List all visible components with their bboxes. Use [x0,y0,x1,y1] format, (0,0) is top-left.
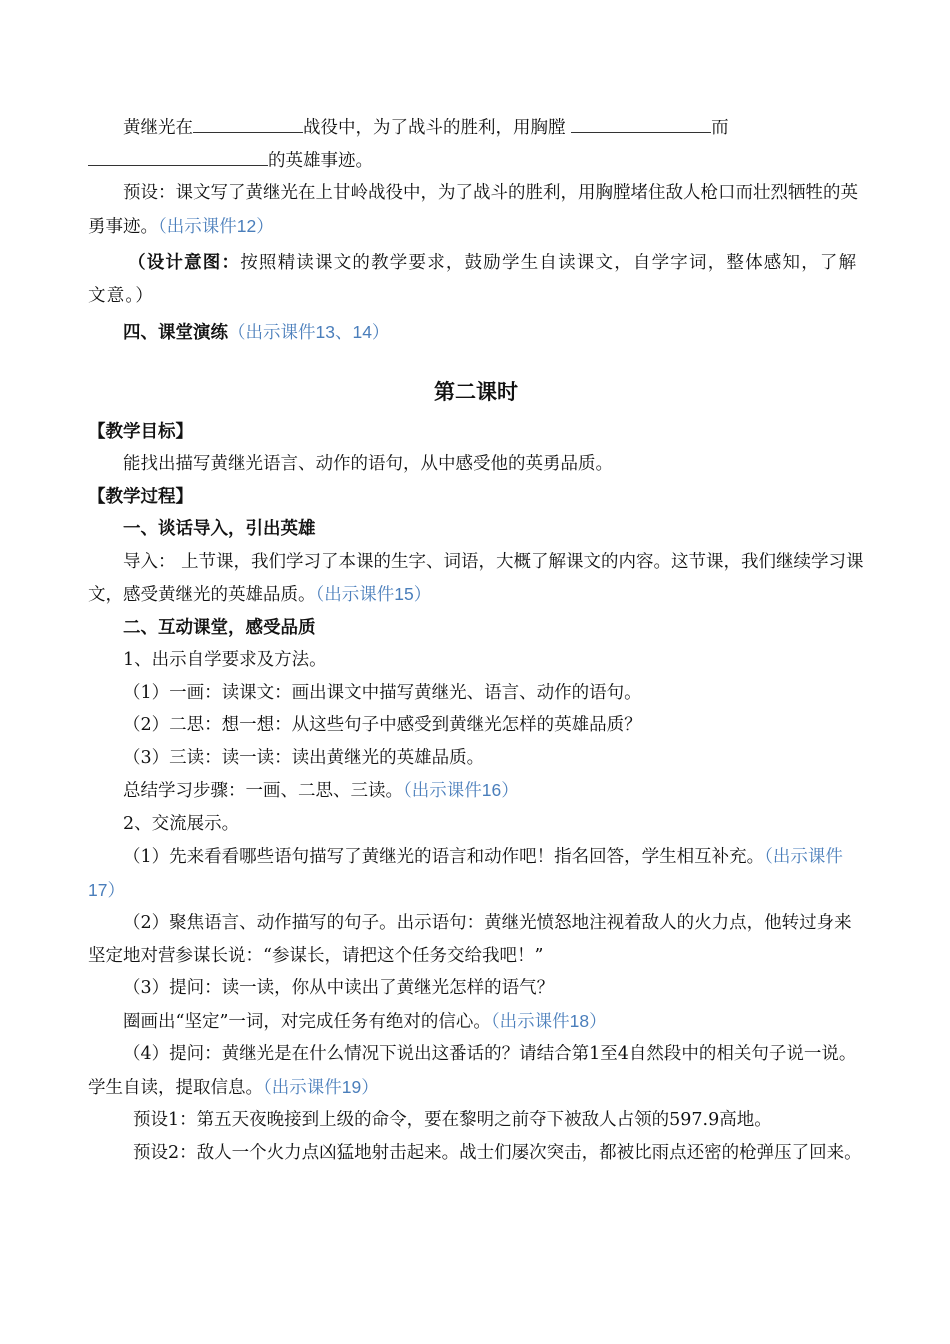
preset-2: 预设2：敌人一个火力点凶猛地射击起来。战士们屡次突击，都被比雨点还密的枪弹压了回来。 [133,1142,862,1163]
text: （1）先来看看哪些语句描写了黄继光的语言和动作吧！指名回答，学生相互补充。 [123,847,765,867]
section-2-title: 二、互动课堂，感受品质 [123,617,316,638]
text: 黄继光在 [123,118,193,138]
section-4 [88,316,864,350]
item-1-1: （1）一画：读课文：画出课文中描写黄继光、语言、动作的语句。 [123,682,642,703]
courseware-ref: （出示课件17） [88,846,843,900]
blank-2[interactable] [571,114,711,133]
item-2-1 [88,840,864,907]
goal-heading: 【教学目标】 [88,421,193,442]
section-1-text [88,546,864,612]
item-2-2: （2）聚焦语言、动作描写的句子。出示语句：黄继光愤怒地注视着敌人的火力点，他转过身来坚定地对营参谋长说：“参谋长，请把这个任务交给我吧！” [88,913,852,966]
item-1-3: （3）三读：读一读：读出黄继光的英雄品质。 [123,747,485,768]
item-2-4 [88,1038,864,1104]
courseware-ref: （出示课件18） [490,1010,607,1031]
courseware-ref: （出示课件13、14） [228,322,390,342]
text: 的英雄事迹。 [268,150,373,171]
courseware-ref: （出示课件16） [403,780,519,800]
goal-text: 能找出描写黄继光语言、动作的语句，从中感受他的英勇品质。 [123,454,613,474]
courseware-ref: （出示课件19） [263,1076,379,1097]
item-1: 1、出示自学要求及方法。 [123,650,327,670]
preset-1: 预设1：第五天夜晚接到上级的命令，要在黎明之前夺下被敌人占领的597.9高地。 [133,1110,772,1130]
text: 而 [711,118,729,138]
text: 总结学习步骤：一画、二思、三读。 [123,781,403,801]
courseware-ref: （出示课件12） [158,215,274,236]
design-label: （设计意图： [128,253,241,273]
design-text: 按照精读课文的教学要求，鼓励学生自读课文，自学字词，整体感知，了解文意。） [88,253,858,306]
text: 圈画出“坚定”一词，对完成任务有绝对的信心。 [123,1011,491,1032]
text: 战役中，为了战斗的胜利，用胸膛 [303,118,566,138]
item-2-3: （3）提问：读一读，你从中读出了黄继光怎样的语气？ [123,978,555,998]
courseware-ref: （出示课件15） [315,584,432,604]
process-heading: 【教学过程】 [88,486,193,507]
item-2: 2、交流展示。 [123,813,240,834]
text: 预设：课文写了黄继光在上甘岭战役中，为了战斗的胜利，用胸膛堵住敌人枪口而壮烈牺牲的英勇事迹。 [88,183,858,237]
item-2-3b [88,1005,864,1039]
design-intent [88,247,864,312]
fill-blank-line-1 [88,112,864,145]
blank-1[interactable] [193,114,303,133]
lesson-title: 第二课时 [434,379,518,404]
blank-3[interactable] [88,147,268,166]
text: （4）提问：黄继光是在什么情况下说出这番话的？请结合第1至4自然段中的相关句子说一说。学生自读，提取信息。 [88,1044,857,1098]
preset-paragraph [88,177,864,243]
summary [88,774,864,808]
fill-blank-line-2 [88,145,864,178]
section-1-title: 一、谈话导入，引出英雄 [123,519,316,539]
section-title: 四、课堂演练 [123,323,228,343]
document-page [88,112,864,1169]
item-1-2: （2）二思：想一想：从这些句子中感受到黄继光怎样的英雄品质？ [123,715,642,735]
text: 导入： 上节课，我们学习了本课的生字、词语，大概了解课文的内容。这节课，我们继续学习课文，感受黄继光的英雄品质。 [88,551,864,605]
